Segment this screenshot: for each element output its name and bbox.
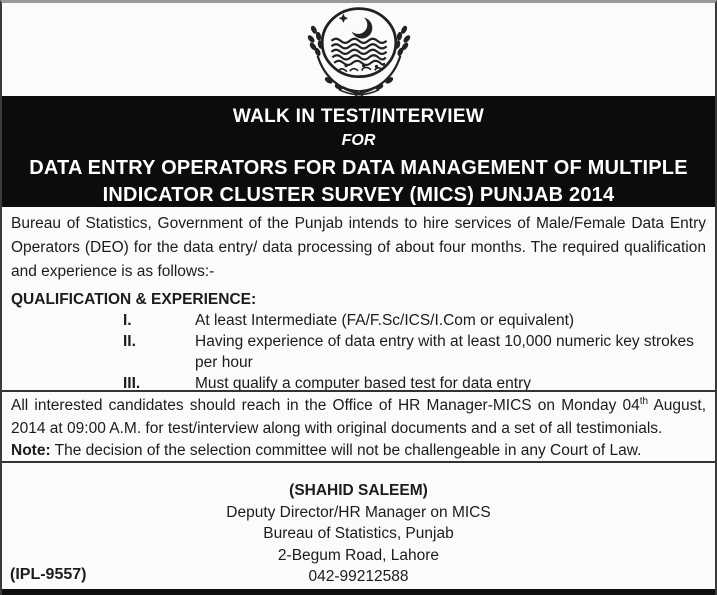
walk-in-instructions: [11, 395, 706, 440]
note-label: Note:: [11, 442, 51, 459]
intro-paragraph: Bureau of Statistics, Government of the Punjab intends to hire services of Male/Female Data Entry Operators (DEO) for the data entry/ data processing of about four months. The required qualification and experience is as follows:-: [11, 215, 706, 280]
signatory-title: Deputy Director/HR Manager on MICS: [226, 503, 491, 521]
signatory-phone: 042-99212588: [308, 568, 409, 585]
item-text: At least Intermediate (FA/F.Sc/ICS/I.Com or equivalent): [195, 312, 575, 329]
govt-punjab-emblem-icon: [283, 4, 435, 96]
item-text: Having experience of data entry with at least 10,000 numeric key strokes per hour: [195, 333, 694, 371]
emblem-urdu-caption: [337, 64, 382, 71]
qualification-item-1: [11, 310, 706, 331]
body-section: [2, 207, 715, 392]
instructions-text: All interested candidates should reach in the Office of HR Manager-MICS on Monday 04: [11, 397, 640, 414]
signature-section: [2, 463, 715, 589]
ordinal-superscript: th: [639, 395, 649, 407]
bottom-rule: [2, 589, 715, 595]
title-band: [2, 96, 715, 207]
item-numeral: II.: [123, 333, 136, 350]
item-text: Must qualify a computer based test for data entry: [195, 375, 532, 392]
item-numeral: III.: [123, 375, 141, 392]
logo-section: [2, 3, 715, 96]
title-line-for: FOR: [341, 132, 376, 149]
note-line: [11, 440, 706, 463]
emblem-ribbon: [338, 86, 378, 95]
title-line-walk-in: WALK IN TEST/INTERVIEW: [232, 106, 485, 127]
note-text: The decision of the selection committee will not be challengeable in any Court of Law.: [50, 442, 642, 459]
qualification-item-2: [11, 331, 706, 373]
instructions-text-continued: August, 2014 at 09:00 A.M. for test/interview along with original documents and a set of all testimonials.: [11, 397, 707, 437]
signatory-name: (SHAHID SALEEM): [289, 482, 428, 499]
signatory-address: 2-Begum Road, Lahore: [277, 546, 440, 564]
wheat-stalk-left: [307, 25, 358, 93]
signatory-org: Bureau of Statistics, Punjab: [263, 525, 454, 542]
title-line-data-entry: DATA ENTRY OPERATORS FOR DATA MANAGEMENT OF MULTIPLE: [29, 157, 688, 179]
item-numeral: I.: [123, 312, 132, 329]
qualification-heading: QUALIFICATION & EXPERIENCE:: [11, 291, 257, 308]
qualification-item-3: [11, 373, 706, 392]
title-line-mics: INDICATOR CLUSTER SURVEY (MICS) PUNJAB 2014: [102, 184, 615, 206]
ipl-reference: (IPL-9557): [10, 565, 87, 583]
notice-section: [2, 392, 715, 463]
